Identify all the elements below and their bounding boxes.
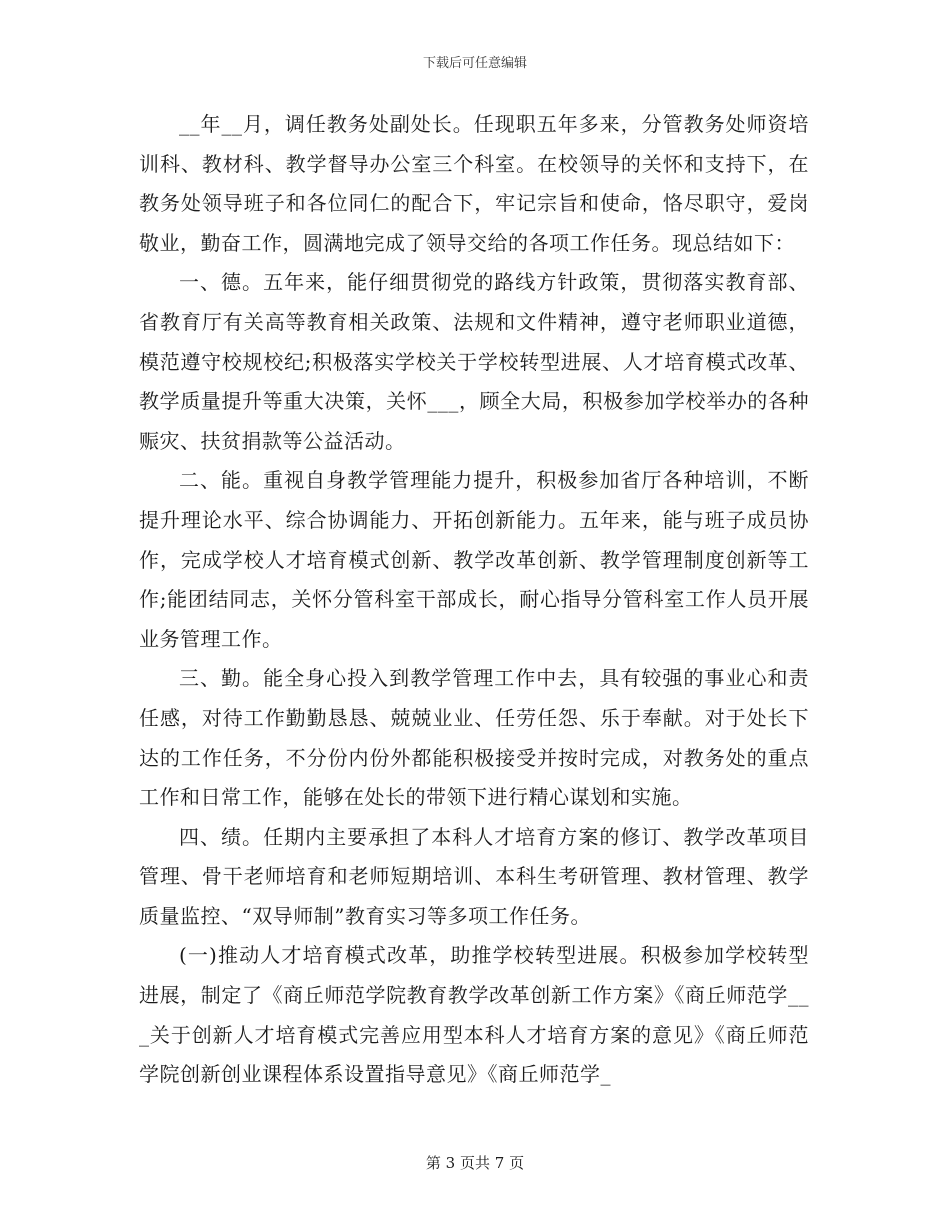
page-header-note: 下载后可任意编辑 bbox=[422, 56, 527, 71]
document-body bbox=[139, 105, 809, 1095]
paragraph-ji: 四、绩。任期内主要承担了本科人才培育方案的修订、教学改革项目管理、骨干老师培育和老师短期培训、本科生考研管理、教材管理、教学质量监控、“双导师制”教育实习等多项工作任务。 bbox=[139, 824, 809, 928]
paragraph-neng: 二、能。重视自身教学管理能力提升，积极参加省厅各种培训，不断提升理论水平、综合协调能力、开拓创新能力。五年来，能与班子成员协作，完成学校人才培育模式创新、教学改革创新、教学管理制度创新等工作;能团结同志，关怀分管科室干部成长，耐心指导分管科室工作人员开展业务管理工作。 bbox=[139, 468, 809, 651]
page-number: 第 3 页共 7 页 bbox=[425, 1154, 525, 1172]
paragraph-reform: (一)推动人才培育模式改革，助推学校转型进展。积极参加学校转型进展，制定了《商丘师范学院教育教学改革创新工作方案》《商丘师范学___关于创新人才培育模式完善应用型本科人才培育方案的意见》《商丘师范学院创新创业课程体系设置指导意见》《商丘师范学_ bbox=[139, 943, 809, 1087]
paragraph-qin: 三、勤。能全身心投入到教学管理工作中去，具有较强的事业心和责任感，对待工作勤勤恳恳、兢兢业业、任劳任怨、乐于奉献。对于处长下达的工作任务，不分份内份外都能积极接受并按时完成，对教务处的重点工作和日常工作，能够在处长的带领下进行精心谋划和实施。 bbox=[139, 666, 809, 810]
paragraph-intro: __年__月，调任教务处副处长。任现职五年多来，分管教务处师资培训科、教材科、教学督导办公室三个科室。在校领导的关怀和支持下，在教务处领导班子和各位同仁的配合下，牢记宗旨和使命，恪尽职守，爱岗敬业，勤奋工作，圆满地完成了领导交给的各项工作任务。现总结如下： bbox=[139, 112, 809, 255]
paragraph-de: 一、德。五年来，能仔细贯彻党的路线方针政策，贯彻落实教育部、省教育厅有关高等教育相关政策、法规和文件精神，遵守老师职业道德，模范遵守校规校纪;积极落实学校关于学校转型进展、人才培育模式改革、教学质量提升等重大决策，关怀___，顾全大局，积极参加学校举办的各种赈灾、扶贫捐款等公益活动。 bbox=[139, 270, 809, 453]
